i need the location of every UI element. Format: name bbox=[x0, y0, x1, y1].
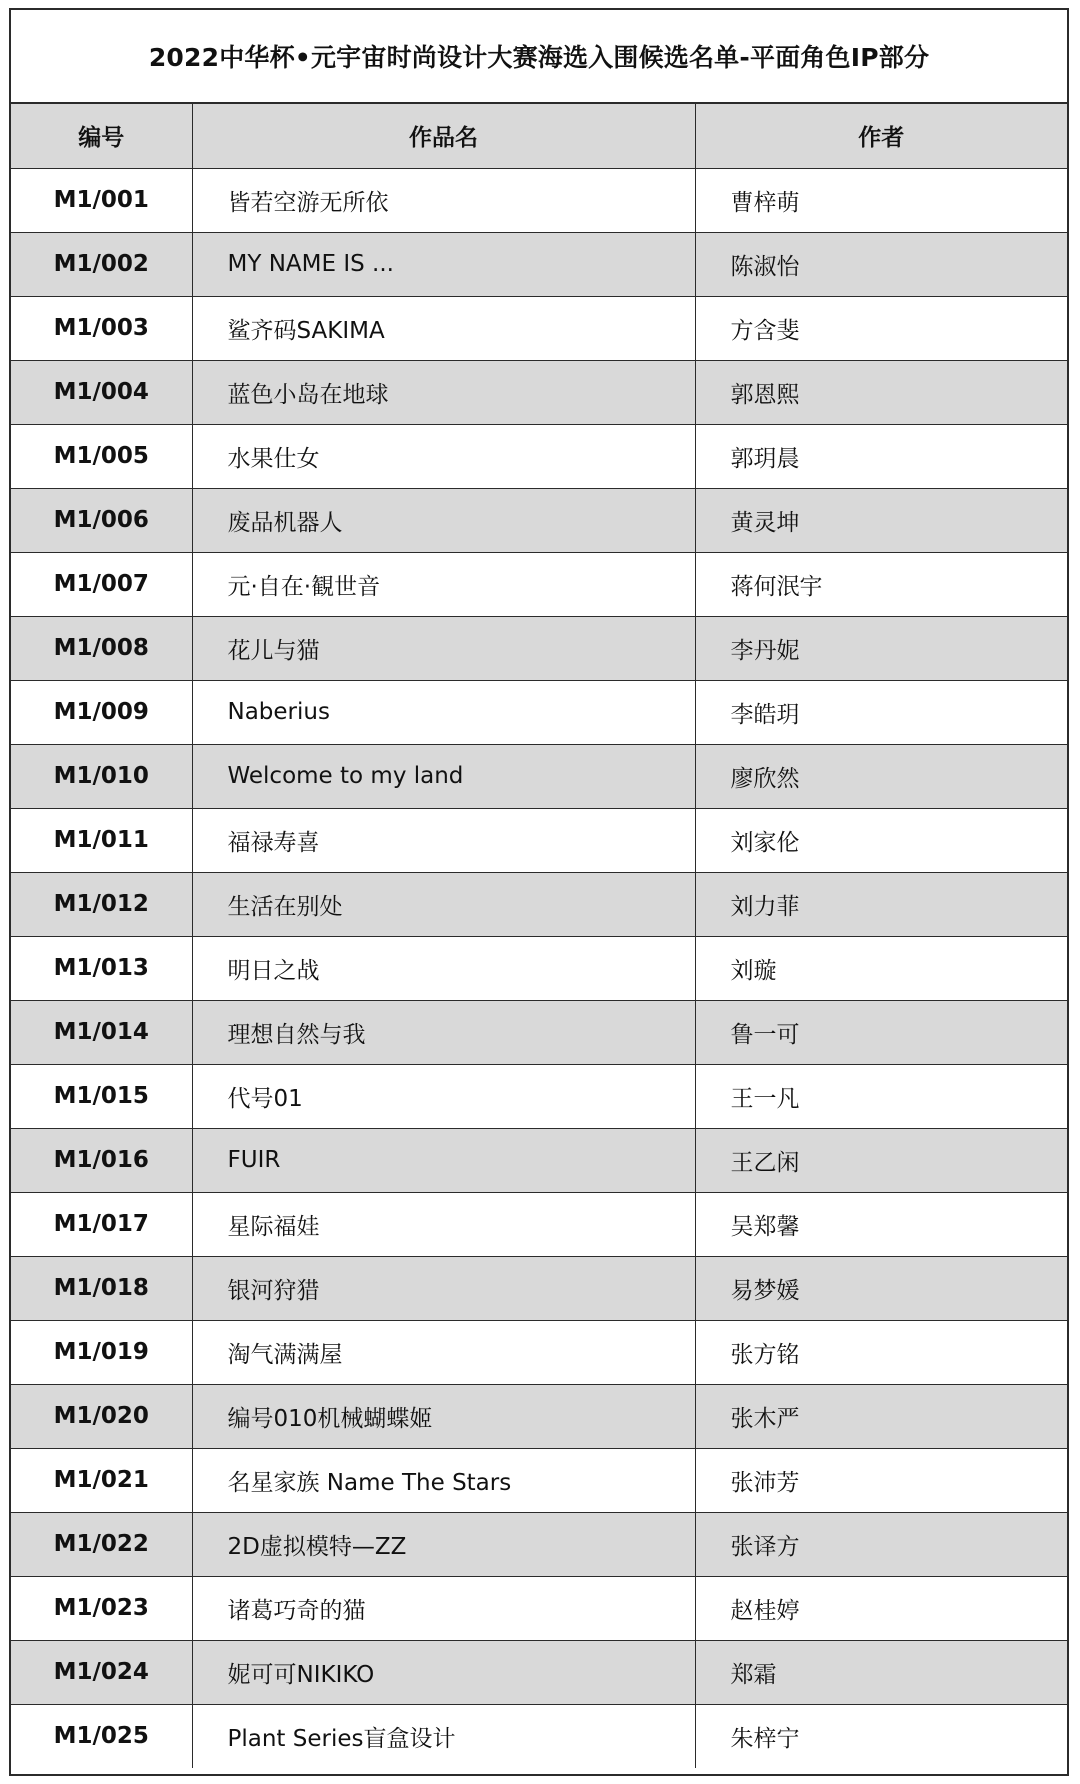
work-name-cell: 名星家族 Name The Stars bbox=[192, 1448, 695, 1512]
work-name-cell: 妮可可NIKIKO bbox=[192, 1640, 695, 1704]
entry-id-cell: M1/007 bbox=[11, 552, 192, 616]
table-row bbox=[11, 552, 1067, 616]
author-cell: 张木严 bbox=[695, 1384, 1067, 1448]
work-name-cell: 诸葛巧奇的猫 bbox=[192, 1576, 695, 1640]
entry-id-cell: M1/008 bbox=[11, 616, 192, 680]
entry-id-cell: M1/012 bbox=[11, 872, 192, 936]
author-cell: 刘璇 bbox=[695, 936, 1067, 1000]
work-name-cell: 元·自在·観世音 bbox=[192, 552, 695, 616]
entry-id-cell: M1/006 bbox=[11, 488, 192, 552]
entry-id-cell: M1/016 bbox=[11, 1128, 192, 1192]
entry-id-cell: M1/022 bbox=[11, 1512, 192, 1576]
table-row bbox=[11, 1192, 1067, 1256]
work-name-cell: 生活在别处 bbox=[192, 872, 695, 936]
author-cell: 蒋何泯宇 bbox=[695, 552, 1067, 616]
table-row bbox=[11, 424, 1067, 488]
entry-id-cell: M1/011 bbox=[11, 808, 192, 872]
author-cell: 郑霜 bbox=[695, 1640, 1067, 1704]
work-name-cell: Naberius bbox=[192, 680, 695, 744]
entry-id-cell: M1/004 bbox=[11, 360, 192, 424]
author-cell: 鲁一可 bbox=[695, 1000, 1067, 1064]
table-row bbox=[11, 1128, 1067, 1192]
document-title: 2022中华杯•元宇宙时尚设计大赛海选入围候选名单-平面角色IP部分 bbox=[11, 10, 1067, 104]
entry-id-cell: M1/010 bbox=[11, 744, 192, 808]
author-cell: 刘家伦 bbox=[695, 808, 1067, 872]
header-id: 编号 bbox=[11, 104, 192, 168]
table-row bbox=[11, 1384, 1067, 1448]
work-name-cell: Welcome to my land bbox=[192, 744, 695, 808]
table-row bbox=[11, 1704, 1067, 1768]
entry-id-cell: M1/015 bbox=[11, 1064, 192, 1128]
work-name-cell: Plant Series盲盒设计 bbox=[192, 1704, 695, 1768]
author-cell: 曹梓萌 bbox=[695, 168, 1067, 232]
entry-id-cell: M1/013 bbox=[11, 936, 192, 1000]
entry-id-cell: M1/001 bbox=[11, 168, 192, 232]
author-cell: 朱梓宁 bbox=[730, 1725, 800, 1752]
table-row bbox=[11, 680, 1067, 744]
work-name-cell: FUIR bbox=[192, 1128, 695, 1192]
work-name-cell: 代号01 bbox=[192, 1064, 695, 1128]
author-cell: 刘力菲 bbox=[695, 872, 1067, 936]
author-cell: 陈淑怡 bbox=[695, 232, 1067, 296]
author-cell: 李丹妮 bbox=[695, 616, 1067, 680]
work-name-cell: 编号010机械蝴蝶姬 bbox=[192, 1384, 695, 1448]
table-row bbox=[11, 232, 1067, 296]
author-cell: 李皓玥 bbox=[695, 680, 1067, 744]
entry-id-cell: M1/025 bbox=[11, 1704, 192, 1768]
author-cell: 易梦媛 bbox=[695, 1256, 1067, 1320]
table-row bbox=[11, 1064, 1067, 1128]
author-cell: 张沛芳 bbox=[695, 1448, 1067, 1512]
entry-id-cell: M1/021 bbox=[11, 1448, 192, 1512]
table-row bbox=[11, 296, 1067, 360]
table-row bbox=[11, 936, 1067, 1000]
author-cell: 郭恩熙 bbox=[695, 360, 1067, 424]
work-name-cell: 蓝色小岛在地球 bbox=[192, 360, 695, 424]
work-name-cell: 皆若空游无所依 bbox=[192, 168, 695, 232]
entry-id-cell: M1/002 bbox=[11, 232, 192, 296]
table-row bbox=[11, 1000, 1067, 1064]
author-cell: 郭玥晨 bbox=[695, 424, 1067, 488]
entry-id-cell: M1/009 bbox=[11, 680, 192, 744]
table-body bbox=[11, 168, 1067, 1768]
table-row bbox=[11, 1640, 1067, 1704]
work-name-cell: 明日之战 bbox=[192, 936, 695, 1000]
header-author: 作者 bbox=[695, 104, 1067, 168]
author-cell: 廖欣然 bbox=[695, 744, 1067, 808]
entry-id-cell: M1/023 bbox=[11, 1576, 192, 1640]
candidate-table bbox=[11, 104, 1067, 1768]
entry-id-cell: M1/024 bbox=[11, 1640, 192, 1704]
work-name-cell: 水果仕女 bbox=[192, 424, 695, 488]
work-name-cell: 2D虚拟模特—ZZ bbox=[192, 1512, 695, 1576]
author-cell: 张译方 bbox=[695, 1512, 1067, 1576]
work-name-cell: 鲨齐码SAKIMA bbox=[192, 296, 695, 360]
work-name-cell: MY NAME IS ... bbox=[192, 232, 695, 296]
entry-id-cell: M1/020 bbox=[11, 1384, 192, 1448]
table-header-row bbox=[11, 104, 1067, 168]
table-row bbox=[11, 1576, 1067, 1640]
candidate-list-sheet bbox=[9, 8, 1069, 1776]
author-cell: 张方铭 bbox=[695, 1320, 1067, 1384]
author-cell: 吴郑馨 bbox=[695, 1192, 1067, 1256]
author-cell: 王乙闲 bbox=[695, 1128, 1067, 1192]
work-name-cell: 银河狩猎 bbox=[192, 1256, 695, 1320]
table-row bbox=[11, 1512, 1067, 1576]
work-name-cell: 福禄寿喜 bbox=[192, 808, 695, 872]
work-name-cell: 理想自然与我 bbox=[192, 1000, 695, 1064]
table-row bbox=[11, 360, 1067, 424]
entry-id-cell: M1/019 bbox=[11, 1320, 192, 1384]
author-cell: 黄灵坤 bbox=[695, 488, 1067, 552]
header-work-name: 作品名 bbox=[192, 104, 695, 168]
entry-id-cell: M1/005 bbox=[11, 424, 192, 488]
table-row bbox=[11, 808, 1067, 872]
table-row bbox=[11, 744, 1067, 808]
entry-id-cell: M1/018 bbox=[11, 1256, 192, 1320]
entry-id-cell: M1/017 bbox=[11, 1192, 192, 1256]
work-name-cell: 花儿与猫 bbox=[192, 616, 695, 680]
author-cell: 赵桂婷 bbox=[695, 1576, 1067, 1640]
work-name-cell: 废品机器人 bbox=[192, 488, 695, 552]
table-row bbox=[11, 616, 1067, 680]
table-row bbox=[11, 1448, 1067, 1512]
work-name-cell: 星际福娃 bbox=[192, 1192, 695, 1256]
table-row bbox=[11, 168, 1067, 232]
table-row bbox=[11, 1320, 1067, 1384]
work-name-cell: 淘气满满屋 bbox=[192, 1320, 695, 1384]
table-row bbox=[11, 488, 1067, 552]
table-row bbox=[11, 1256, 1067, 1320]
entry-id-cell: M1/014 bbox=[11, 1000, 192, 1064]
author-cell: 王一凡 bbox=[695, 1064, 1067, 1128]
entry-id-cell: M1/003 bbox=[11, 296, 192, 360]
author-cell: 方含斐 bbox=[695, 296, 1067, 360]
table-row bbox=[11, 872, 1067, 936]
